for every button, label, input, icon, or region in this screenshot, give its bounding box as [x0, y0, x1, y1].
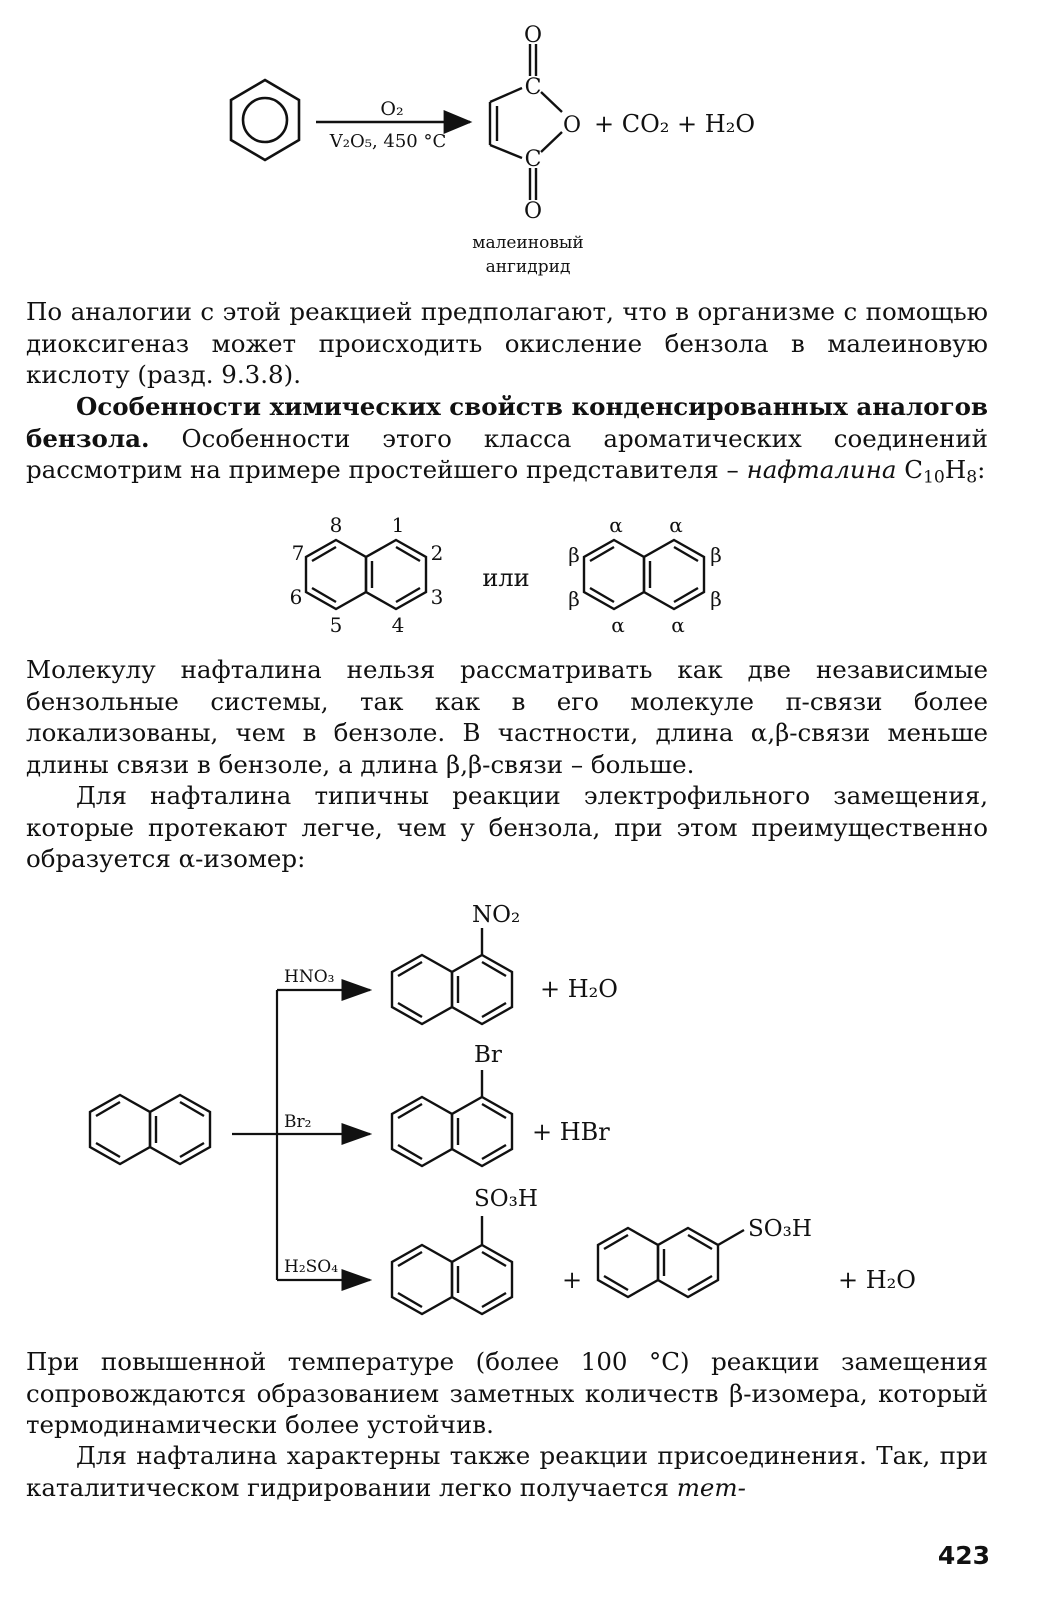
- substituent-so3h-alpha: SO₃H: [474, 1186, 538, 1212]
- reagent-hno3: HNO₃: [284, 967, 335, 987]
- substitution-scheme: [0, 890, 1042, 1340]
- reagent-h2so4: H₂SO₄: [284, 1257, 339, 1277]
- formula-h: H: [944, 455, 967, 484]
- nitronaphthalene-structure: [392, 928, 512, 1024]
- paragraph-electrophilic: Для нафталина типичны реакции электрофильного замещения, которые протекают легче, чем у бензола, при этом преимущественно образуется α-изомер:: [26, 781, 988, 873]
- atom-c-lower: C: [524, 147, 542, 172]
- reagent-o2: O₂: [380, 98, 404, 120]
- beta-sulfonic-acid-structure: [598, 1228, 744, 1297]
- paragraph-condensed-heading: [26, 391, 988, 486]
- product-name-line2: ангидрид: [485, 257, 571, 277]
- alpha-top-left: α: [609, 513, 623, 537]
- beta-lower-left: β: [568, 587, 580, 611]
- formula-colon: :: [977, 455, 986, 484]
- byproduct-h2o-3: + H₂O: [838, 1266, 916, 1294]
- alpha-top-right: α: [669, 513, 683, 537]
- product-name-line1: малеиновый: [472, 233, 584, 253]
- addition-text: Для нафталина характерны также реакции присоединения. Так, при каталитическом гидрировании легко получается: [26, 1441, 988, 1502]
- naphthalene-numbering-scheme: [0, 512, 1042, 648]
- naphthalene-numbered-structure: [306, 540, 426, 609]
- alpha-bottom-right: α: [671, 613, 685, 637]
- naphthalene-greek-structure: [584, 540, 704, 609]
- hyphenated-term: тет-: [676, 1472, 746, 1502]
- maleic-anhydride-structure: [490, 44, 562, 200]
- paragraph-addition: [26, 1440, 988, 1503]
- position-3: 3: [430, 585, 444, 609]
- reagent-v2o5: V₂O₅, 450 °C: [329, 131, 447, 152]
- page-number: 423: [937, 1541, 990, 1570]
- position-5: 5: [329, 613, 343, 637]
- beta-upper-right: β: [710, 543, 722, 567]
- byproducts-co2-h2o: + CO₂ + H₂O: [594, 110, 755, 138]
- position-7: 7: [291, 541, 305, 565]
- position-4: 4: [391, 613, 405, 637]
- substituent-no2: NO₂: [472, 902, 521, 928]
- reagent-br2: Br₂: [284, 1112, 312, 1132]
- atom-c-upper: C: [524, 75, 542, 100]
- naphthalene-reactant: [90, 1095, 210, 1164]
- atom-o-bottom: O: [523, 199, 543, 224]
- beta-lower-right: β: [710, 587, 722, 611]
- formula-c-subscript: 10: [923, 467, 945, 488]
- paragraph-analogy: По аналогии с этой реакцией предполагают, что в организме с помощью диоксигеназ может происходить окисление бензола в малеиновую кислоту (разд. 9.3.8).: [26, 297, 988, 389]
- branch-lines: [232, 990, 370, 1280]
- naphthalene-term: нафталина: [746, 455, 897, 484]
- beta-upper-left: β: [568, 543, 580, 567]
- section-heading: Особенности химических свойств конденсированных аналогов бензола.: [26, 392, 988, 453]
- formula-h-subscript: 8: [966, 467, 978, 488]
- position-6: 6: [289, 585, 303, 609]
- position-8: 8: [329, 513, 343, 537]
- atom-o-ring: O: [562, 113, 582, 138]
- or-label: или: [482, 564, 530, 592]
- formula-c: C: [896, 455, 923, 484]
- substituent-br: Br: [474, 1042, 502, 1068]
- byproduct-h2o-1: + H₂O: [540, 975, 618, 1003]
- position-2: 2: [430, 541, 444, 565]
- byproduct-hbr: + HBr: [532, 1118, 610, 1146]
- paragraph-high-temperature: При повышенной температуре (более 100 °C) реакции замещения сопровождаются образованием заметных количеств β-изомера, который термодинамически более устойчив.: [26, 1347, 988, 1439]
- benzene-structure: [231, 80, 299, 160]
- alpha-sulfonic-acid-structure: [392, 1216, 512, 1314]
- atom-o-top: O: [523, 23, 543, 48]
- alpha-bottom-left: α: [611, 613, 625, 637]
- paragraph-molecule-bonds: Молекулу нафталина нельзя рассматривать как две независимые бензольные системы, так как в его молекуле π-связи более локализованы, чем в бензоле. В частности, длина α,β-связи меньше длины связи в бензоле, а длина β,β-связи – больше.: [26, 655, 988, 779]
- bromonaphthalene-structure: [392, 1070, 512, 1166]
- plus-sign: +: [562, 1266, 583, 1294]
- benzene-oxidation-scheme: [0, 0, 1042, 290]
- position-1: 1: [391, 513, 405, 537]
- section-text: Особенности этого класса ароматических соединений рассмотрим на примере простейшего представителя –: [26, 423, 988, 484]
- substituent-so3h-beta: SO₃H: [748, 1216, 812, 1242]
